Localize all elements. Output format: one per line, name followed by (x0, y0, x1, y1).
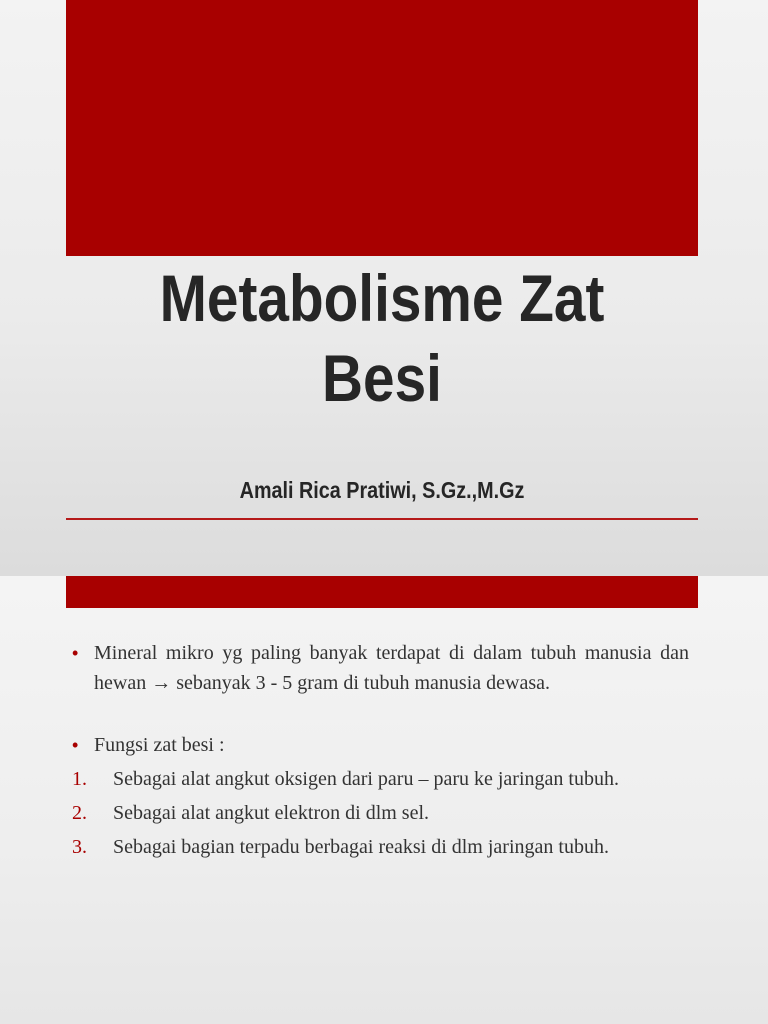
bullet-marker: • (72, 643, 79, 663)
red-header-block (66, 576, 698, 608)
slide-title: Metabolisme Zat Besi (159, 261, 605, 415)
item-text: Sebagai bagian terpadu berbagai reaksi di dlm jaringan tubuh. (113, 836, 609, 858)
numbered-item (72, 764, 689, 794)
red-divider-line (66, 518, 698, 520)
item-number: 3. (72, 836, 87, 858)
bullet-text: Fungsi zat besi : (94, 734, 225, 756)
bullet-text: Mineral mikro yg paling banyak terdapat di dalam tubuh manusia dan hewan → sebanyak 3 - 5 gram di tubuh manusia dewasa. (94, 642, 689, 694)
slide-content (72, 638, 689, 862)
item-text: Sebagai alat angkut oksigen dari paru – paru ke jaringan tubuh. (113, 768, 619, 790)
bullet-marker: • (72, 735, 79, 755)
bullet-item (72, 638, 689, 698)
content-slide (0, 576, 768, 1024)
item-number: 1. (72, 768, 87, 790)
numbered-item (72, 832, 689, 862)
numbered-item (72, 798, 689, 828)
author-subtitle: Amali Rica Pratiwi, S.Gz.,M.Gz (239, 477, 525, 503)
item-number: 2. (72, 802, 87, 824)
red-header-block (66, 0, 698, 256)
bullet-item (72, 730, 689, 760)
item-text: Sebagai alat angkut elektron di dlm sel. (113, 802, 430, 824)
